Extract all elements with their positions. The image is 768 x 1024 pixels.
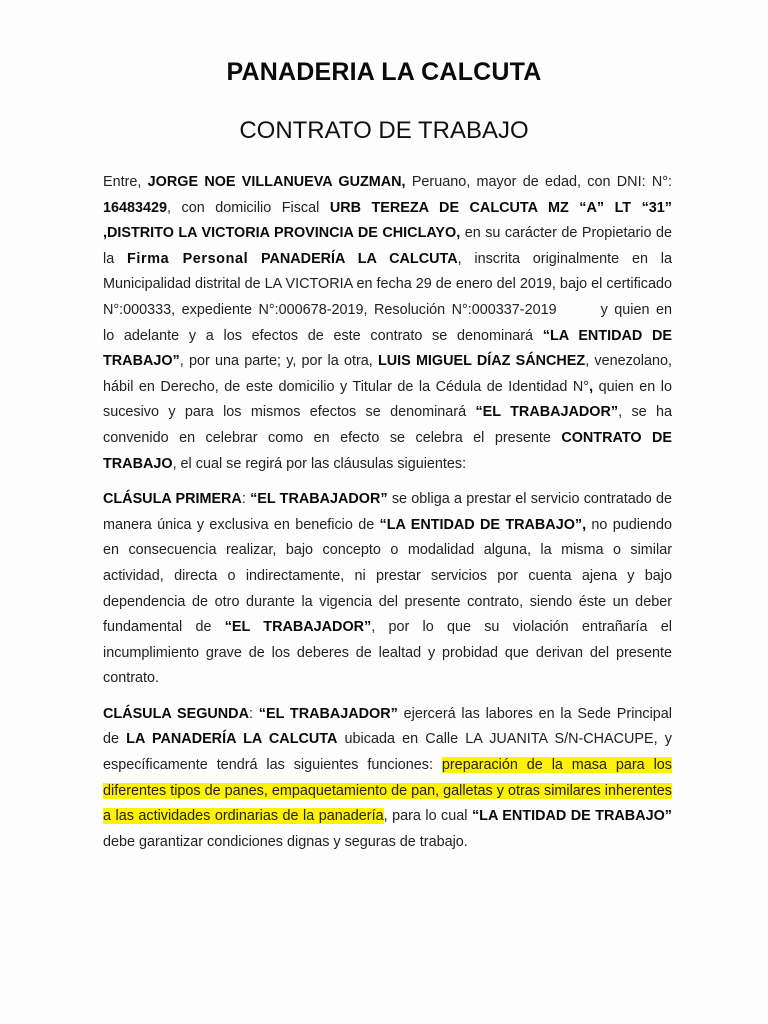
worker-alias: “EL TRABAJADOR” xyxy=(250,491,388,508)
text-run: , inscrita originalmente en la Municipalidad distrital de LA VICTORIA en fecha 29 de enero del 2019, bajo el certificado N°:000333, expediente N°:000678-2019, Resolución N°:000337-2019 xyxy=(103,250,672,318)
text-run: , por lo que su violación entrañaría el incumplimiento grave de los deberes de lealtad y probidad que derivan del presente contrato. xyxy=(103,619,672,687)
employer-alias: “LA ENTIDAD DE TRABAJO” xyxy=(471,808,672,825)
clause-segunda-paragraph xyxy=(103,702,672,856)
firm-label: Firma Personal xyxy=(127,250,249,267)
text-run: : xyxy=(241,491,251,508)
text-run: , venezolano, hábil en Derecho, de este domicilio y Titular de la Cédula de Identidad N° xyxy=(103,353,673,395)
text-run: quien en lo sucesivo y para los mismos efectos se denominará xyxy=(103,378,672,421)
bakery-name: LA PANADERÍA LA CALCUTA xyxy=(126,731,338,748)
worker-alias: “EL TRABAJADOR” xyxy=(258,705,398,722)
clause-heading: CLÁSULA SEGUNDA xyxy=(103,705,249,722)
employer-address: URB TEREZA DE CALCUTA MZ “A” LT “31” ,DISTRITO LA VICTORIA PROVINCIA DE CHICLAYO, xyxy=(103,199,672,242)
text-run: , con domicilio Fiscal xyxy=(167,199,330,216)
text-run: en su carácter de Propietario de la xyxy=(103,225,672,267)
text-run xyxy=(248,251,261,267)
text-run-bold: , xyxy=(589,378,594,395)
worker-alias: “EL TRABAJADOR” xyxy=(224,619,372,636)
employer-name: JORGE NOE VILLANUEVA GUZMAN, xyxy=(147,174,406,190)
document-subtitle: CONTRATO DE TRABAJO xyxy=(239,117,529,144)
text-run: , por una parte; y, por la otra, xyxy=(179,353,378,370)
employer-alias: “LA ENTIDAD DE TRABAJO” xyxy=(103,327,673,370)
contract-name: CONTRATO DE TRABAJO xyxy=(103,429,672,472)
clause-primera-paragraph xyxy=(103,487,672,692)
text-run: se obliga a prestar el servicio contratado de manera única y exclusiva en beneficio de xyxy=(103,491,672,533)
text-run: , se ha convenido en celebrar como en efecto se celebra el presente xyxy=(103,404,673,446)
clause-heading: CLÁSULA PRIMERA xyxy=(103,491,242,508)
employer-dni: 16483429 xyxy=(103,199,168,216)
text-run: Entre, xyxy=(103,174,148,190)
text-run: : xyxy=(248,705,259,722)
text-run: , para lo cual xyxy=(383,808,472,825)
firm-name: PANADERÍA LA CALCUTA xyxy=(260,250,458,267)
text-run: ejercerá las labores en la Sede Principal de xyxy=(103,705,672,748)
document-title: PANADERIA LA CALCUTA xyxy=(226,58,542,86)
text-run: ubicada en Calle LA JUANITA S/N-CHACUPE, y específicamente tendrá las siguientes funciones: xyxy=(103,731,672,774)
document-body xyxy=(103,170,672,865)
text-run: , el cual se regirá por las cláusulas siguientes: xyxy=(172,455,467,472)
worker-alias: “EL TRABAJADOR” xyxy=(475,404,619,421)
intro-paragraph xyxy=(103,170,672,477)
highlighted-functions: preparación de la masa para los diferentes tipos de panes, empaquetamiento de pan, galletas y otras similares inherentes a las actividades ordinarias de la panadería xyxy=(103,757,672,825)
worker-name: LUIS MIGUEL DÍAZ SÁNCHEZ xyxy=(377,353,586,370)
text-run: Peruano, mayor de edad, con DNI: N°: xyxy=(405,174,672,190)
text-run: y quien en lo adelante y a los efectos de este contrato se denominará xyxy=(103,301,672,344)
text-run: no pudiendo en consecuencia realizar, bajo concepto o modalidad alguna, la misma o similar actividad, directa o indirectamente, ni prestar servicios por cuenta ajena y bajo dependencia de otro durante la vigencia del presente contrato, siendo éste un deber fundamental de xyxy=(103,516,672,636)
employer-alias: “LA ENTIDAD DE TRABAJO”, xyxy=(379,516,587,533)
text-run: debe garantizar condiciones dignas y seguras de trabajo. xyxy=(103,833,468,850)
